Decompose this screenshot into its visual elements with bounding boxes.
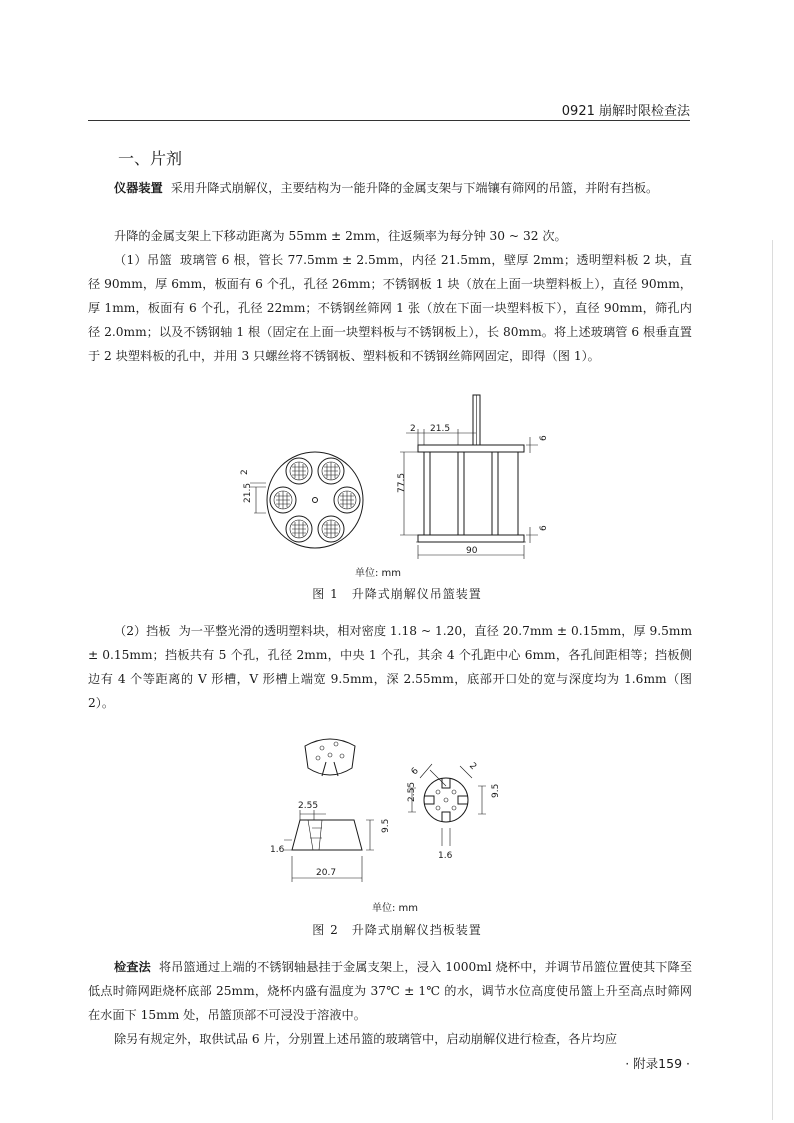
disk-label: （2）挡板 [114, 624, 171, 638]
dim-21-5-side: 21.5 [243, 482, 253, 503]
dim-2-55-left: 2.55 [298, 801, 319, 811]
basket-tubes [270, 458, 360, 542]
paragraph-movement: 升降的金属支架上下移动距离为 55mm ± 2mm，往返频率为每分钟 30 ~ 32 次。 [114, 229, 567, 243]
dim-9-5-right: 9.5 [491, 783, 501, 798]
scan-edge-line [772, 240, 773, 1120]
method-lead: 检查法 [114, 960, 151, 974]
header-rule [88, 120, 690, 121]
page-number: · 附录159 · [625, 1056, 690, 1071]
top-plate-side [418, 445, 524, 452]
dim-2-side: 2 [240, 469, 250, 475]
figure1-caption: 图 1 升降式崩解仪吊篮装置 [312, 587, 482, 601]
figure2-disk-drawing [270, 728, 510, 888]
apparatus-text: 采用升降式崩解仪，主要结构为一能升降的金属支架与下端镶有筛网的吊篮，并附有挡板。 [170, 181, 659, 195]
paragraph-basket [88, 248, 692, 368]
basket-label: （1）吊篮 [114, 253, 172, 267]
figure2-unit: 单位: mm [372, 903, 419, 914]
dim-6-top: 6 [539, 435, 549, 441]
figure1-basket-drawing [230, 395, 570, 565]
dim-2-right: 2 [467, 761, 479, 773]
dim-77-5: 77.5 [397, 472, 407, 493]
dim-6: 6 [409, 766, 421, 778]
disk-text: 为一平整光滑的透明塑料块，相对密度 1.18 ~ 1.20，直径 20.7mm ± 0.15mm，厚 9.5mm ± 0.15mm；挡板共有 5 个孔，孔径 2mm，中央 1 个孔，其余 4 个孔距中心 6mm，各孔间距相等；挡板侧边有 4 个等距离的 V 形槽，V 形槽上端宽 9.5mm，深 2.55mm，底部开口处的宽与深度均为 1.6mm（图 2）。 [88, 624, 692, 710]
method-text: 将吊篮通过上端的不锈钢轴悬挂于金属支架上，浸入 1000ml 烧杯中，并调节吊篮位置使其下降至低点时筛网距烧杯底部 25mm，烧杯内盛有温度为 37℃ ± 1℃ 的水，调节水位高度使吊篮上升至高点时筛网在水面下 15mm 处，吊篮顶部不可浸没于溶液中。 [88, 960, 693, 1022]
paragraph-procedure: 除另有规定外，取供试品 6 片，分别置上述吊篮的玻璃管中，启动崩解仪进行检查，各片均应 [114, 1032, 618, 1046]
running-header: 0921 崩解时限检查法 [561, 104, 690, 119]
paragraph-disk [88, 619, 692, 715]
dim-2-top: 2 [410, 424, 416, 434]
disk-perspective [305, 739, 355, 776]
disk-top-view [407, 761, 501, 861]
dim-21-5-top: 21.5 [430, 424, 451, 434]
basket-text: 玻璃管 6 根，管长 77.5mm ± 2.5mm，内径 21.5mm，壁厚 2mm；透明塑料板 2 块，直径 90mm，厚 6mm，板面有 6 个孔，孔径 26mm；不锈钢板 1 块（放在上面一块塑料板上），直径 90mm，厚 1mm，板面有 6 个孔，孔径 22mm；不锈钢丝筛网 1 张（放在下面一块塑料板下），直径 90mm，筛孔内径 2.0mm；以及不锈钢轴 1 根（固定在上面一块塑料板与不锈钢板上），长 80mm。将上述玻璃管 6 根垂直置于 2 块塑料板的孔中，并用 3 只螺丝将不锈钢板、塑料板和不锈钢丝筛网固定，即得（图 1）。 [88, 253, 692, 363]
dim-9-5-left: 9.5 [381, 818, 391, 833]
dim-90: 90 [466, 546, 478, 556]
paragraph-apparatus [88, 176, 692, 200]
figure2-caption: 图 2 升降式崩解仪挡板装置 [312, 923, 482, 937]
figure1-unit: 单位: mm [355, 568, 402, 579]
section-title: 一、片剂 [118, 149, 183, 168]
dim-1-6-right: 1.6 [438, 851, 453, 861]
dim-2-55-right: 2.55 [407, 781, 417, 802]
dim-6-bottom: 6 [539, 525, 549, 531]
center-axle [313, 498, 318, 503]
dim-1-6-left: 1.6 [270, 845, 285, 855]
paragraph-method [88, 955, 692, 1027]
apparatus-lead: 仪器装置 [114, 181, 163, 195]
disk-side-profile [270, 801, 391, 882]
bottom-plate-side [418, 535, 524, 542]
dim-20-7: 20.7 [316, 868, 337, 878]
